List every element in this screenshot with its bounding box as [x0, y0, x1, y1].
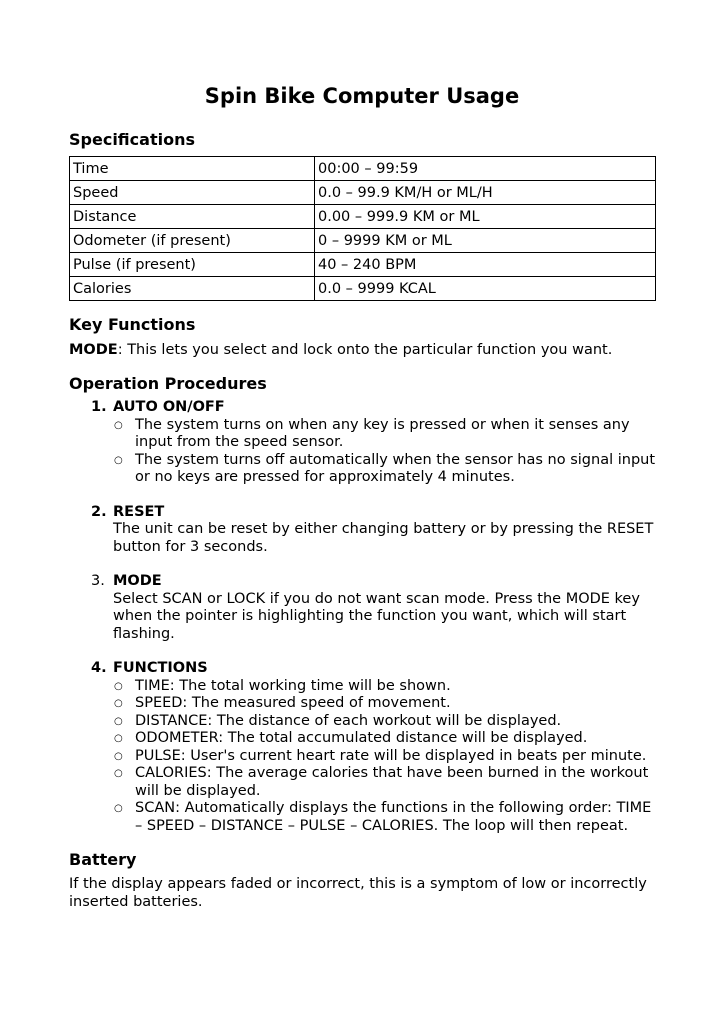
- specifications-table: [69, 156, 656, 301]
- step-number: 2.: [91, 503, 107, 520]
- step-text: Select SCAN or LOCK if you do not want scan mode. Press the MODE key when the pointer is highlighting the function you want, which will start flashing.: [113, 590, 640, 642]
- step-reset: [69, 504, 659, 557]
- list-item: ○ TIME: The total working time will be shown.: [113, 678, 659, 696]
- step-auto-on-off: [69, 399, 659, 487]
- step-bullets: [113, 417, 659, 487]
- spec-value: 40 – 240 BPM: [315, 253, 656, 277]
- step-number: 1.: [91, 399, 107, 415]
- table-row: [70, 253, 656, 277]
- list-item: ○ SPEED: The measured speed of movement.: [113, 695, 659, 713]
- spec-value: 00:00 – 99:59: [315, 157, 656, 181]
- step-mode: [69, 573, 659, 643]
- list-item: ○ SCAN: Automatically displays the functions in the following order: TIME – SPEED – DISTANCE – PULSE – CALORIES. The loop will then repeat.: [113, 800, 659, 835]
- step-bullets: [113, 678, 659, 836]
- specifications-heading: Specifications: [69, 130, 195, 149]
- mode-description: : This lets you select and lock onto the particular function you want.: [117, 342, 613, 358]
- step-title: RESET: [113, 503, 165, 520]
- table-row: [70, 181, 656, 205]
- list-item: ○ CALORIES: The average calories that have been burned in the workout will be displayed.: [113, 765, 659, 800]
- key-functions-heading: Key Functions: [69, 315, 196, 334]
- operation-heading: Operation Procedures: [69, 374, 267, 393]
- spec-value: 0.0 – 99.9 KM/H or ML/H: [315, 181, 656, 205]
- key-functions-text: [69, 342, 659, 360]
- battery-text: If the display appears faded or incorrect, this is a symptom of low or incorrectly inserted batteries.: [69, 876, 647, 910]
- document-title: Spin Bike Computer Usage: [204, 84, 520, 108]
- list-item: ○ The system turns off automatically when the sensor has no signal input or no keys are pressed for approximately 4 minutes.: [113, 452, 659, 487]
- spec-label: Distance: [70, 205, 315, 229]
- table-row: [70, 229, 656, 253]
- table-row: [70, 157, 656, 181]
- spec-label: Calories: [70, 277, 315, 301]
- spec-value: 0.00 – 999.9 KM or ML: [315, 205, 656, 229]
- table-row: [70, 205, 656, 229]
- spec-value: 0.0 – 9999 KCAL: [315, 277, 656, 301]
- list-item: ○ PULSE: User's current heart rate will be displayed in beats per minute.: [113, 748, 659, 766]
- list-item: ○ DISTANCE: The distance of each workout will be displayed.: [113, 713, 659, 731]
- list-item: ○ ODOMETER: The total accumulated distance will be displayed.: [113, 730, 659, 748]
- list-item: ○ The system turns on when any key is pressed or when it senses any input from the speed sensor.: [113, 417, 659, 452]
- step-functions: [69, 660, 659, 835]
- step-title: MODE: [113, 573, 162, 589]
- spec-label: Odometer (if present): [70, 229, 315, 253]
- step-title: FUNCTIONS: [113, 660, 208, 676]
- spec-label: Time: [70, 157, 315, 181]
- operation-steps: [69, 399, 659, 835]
- step-number: 4.: [91, 660, 107, 676]
- step-text: The unit can be reset by either changing battery or by pressing the RESET button for 3 seconds.: [113, 521, 654, 555]
- table-row: [70, 277, 656, 301]
- step-number: 3.: [91, 573, 105, 589]
- mode-term: MODE: [69, 342, 118, 358]
- spec-label: Pulse (if present): [70, 253, 315, 277]
- battery-heading: Battery: [69, 850, 137, 869]
- spec-value: 0 – 9999 KM or ML: [315, 229, 656, 253]
- spec-label: Speed: [70, 181, 315, 205]
- step-title: AUTO ON/OFF: [113, 399, 225, 415]
